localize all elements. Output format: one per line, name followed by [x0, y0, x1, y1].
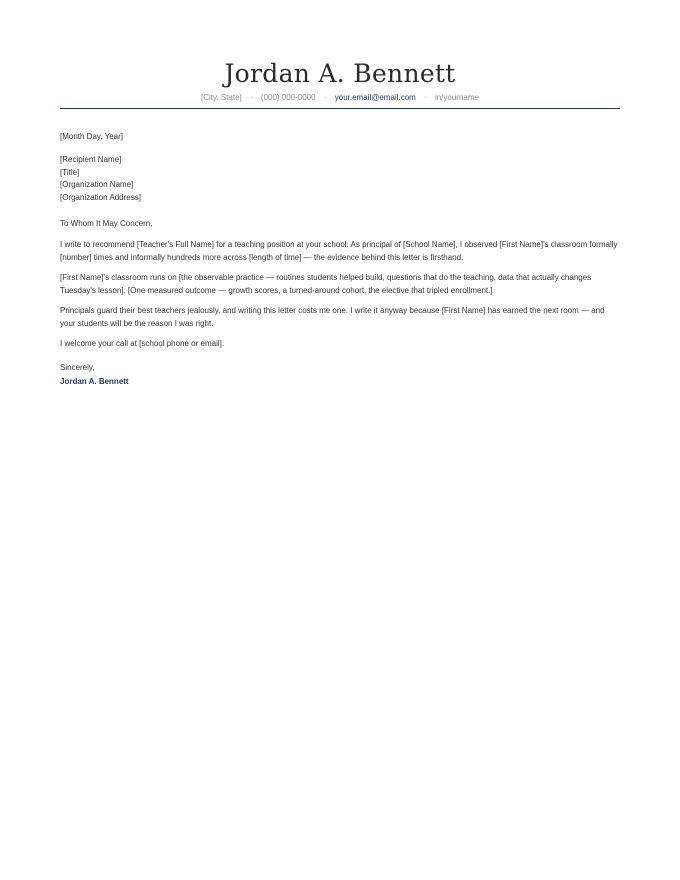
letter-date: [Month Day, Year] — [60, 132, 123, 141]
separator: · — [323, 93, 327, 102]
salutation: To Whom It May Concern, — [60, 219, 153, 228]
header-divider — [60, 108, 620, 109]
recipient-title: [Title] — [60, 167, 80, 177]
recipient-name: [Recipient Name] — [60, 155, 122, 164]
phone: (000) 000-0000 — [260, 93, 316, 102]
paragraph-1: I write to recommend [Teacher's Full Name] for a teaching position at your school. As principal of [School Name], I observed [First Name]'s classroom formally [number] times and informally hundreds more across [length of time] — the evidence behind this letter is firsthand. — [60, 240, 618, 262]
closing: Sincerely, — [60, 363, 95, 372]
sender-name: Jordan A. Bennett — [224, 59, 456, 88]
separator: · — [424, 93, 427, 102]
recipient-organization: [Organization Name] — [60, 180, 134, 189]
contact-line — [60, 92, 620, 104]
city-state: [City, State] — [201, 93, 242, 102]
paragraph-3: Principals guard their best teachers jealously, and writing this letter costs me one. I write it anyway because [First Name] has earned the next room — and your students will be the reason I was right. — [60, 306, 605, 328]
linkedin: in/yourname — [434, 93, 479, 102]
recipient-block — [60, 154, 620, 204]
paragraph-4: I welcome your call at [school phone or email]. — [60, 339, 225, 348]
email-link[interactable]: your.email@email.com — [334, 93, 416, 102]
paragraph-2: [First Name]'s classroom runs on [the observable practice — routines students helped build, questions that do the teaching, data that actually changes Tuesday's lesson]. [One measured outcome — growth scores, a turned-around cohort, the elective that tripled enrollment.] — [60, 273, 592, 295]
separator: · — [250, 93, 253, 102]
recipient-address: [Organization Address] — [60, 192, 141, 202]
signature-name: Jordan A. Bennett — [60, 377, 129, 386]
